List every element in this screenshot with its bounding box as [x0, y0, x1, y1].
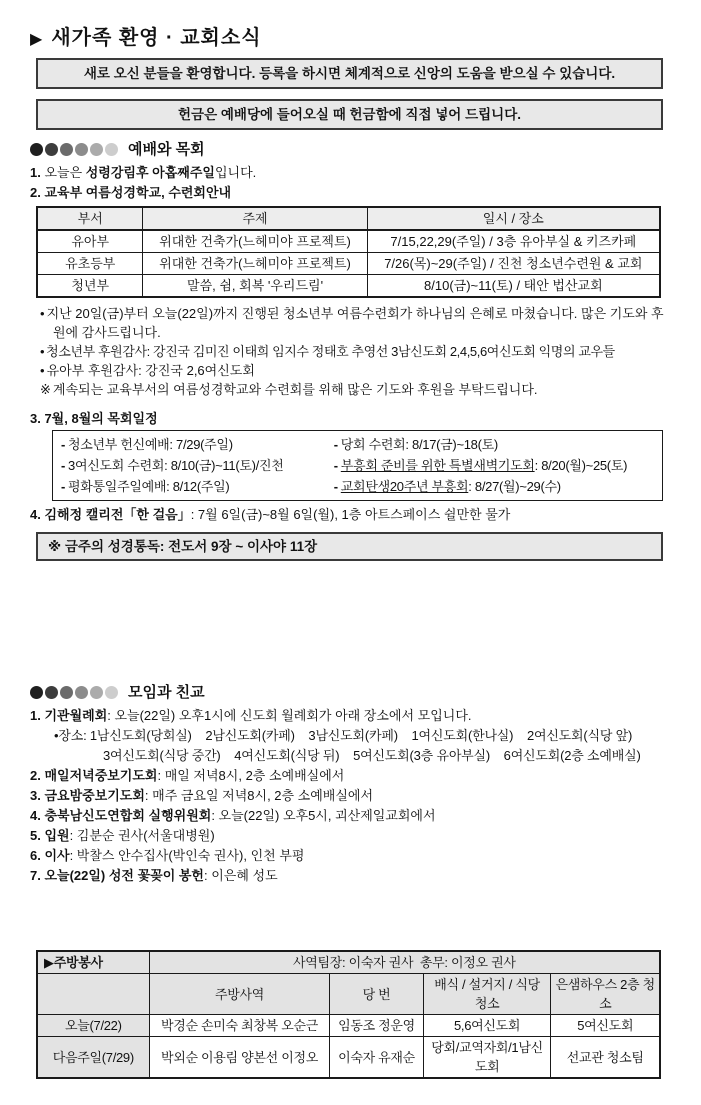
cell-day: 다음주일(7/29)	[37, 1037, 149, 1079]
dot-icon	[105, 143, 118, 156]
spacer	[30, 886, 669, 946]
schedule-date: : 8/12(주일)	[166, 479, 230, 494]
cell-dept: 유아부	[37, 230, 143, 253]
col-header: 배식 / 설거지 / 식당 청소	[423, 974, 551, 1015]
schedule-item	[334, 476, 654, 497]
progress-dots-icon	[30, 143, 120, 156]
note-text: 유아부 후원감사: 강진국 2,6여신도회	[46, 363, 255, 378]
item-number: 7.	[30, 868, 41, 883]
section-worship-title: 예배와 목회	[128, 141, 205, 158]
schedule-date: : 8/17(금)~18(토)	[405, 437, 498, 452]
item-text: : 매주 금요일 저녁8시, 2층 소예배실에서	[144, 788, 374, 803]
cell-kitchen-team: 박외순 이용림 양본선 이정오	[149, 1037, 330, 1079]
page-title-text: 새가족 환영 · 교회소식	[51, 27, 262, 49]
item-number: 3.	[30, 411, 41, 426]
schedule-item	[334, 455, 654, 476]
dot-icon	[60, 686, 73, 699]
item-number: 2.	[30, 768, 41, 783]
cell-kitchen-team: 박경순 손미숙 최창복 오순근	[149, 1015, 330, 1037]
meeting-item-1	[30, 706, 669, 725]
col-header	[37, 974, 149, 1015]
section-worship-header	[30, 140, 669, 159]
cell-theme: 말씀, 쉼, 회복 '우리드림'	[143, 275, 367, 298]
meeting-item-7	[30, 866, 669, 885]
worship-item-4	[30, 505, 669, 524]
dash-icon: -	[333, 437, 338, 452]
dash-icon: -	[61, 479, 66, 494]
progress-dots-icon	[30, 686, 120, 699]
schedule-left-column	[61, 434, 334, 497]
dot-icon	[30, 686, 43, 699]
kitchen-service-table	[36, 950, 661, 1079]
dash-icon: -	[333, 479, 338, 494]
bullet-icon: •	[40, 363, 45, 378]
item-text: 오늘은	[40, 165, 86, 180]
meeting-item-2	[30, 766, 669, 785]
reference-mark-icon: ※	[40, 382, 51, 397]
col-header: 부서	[37, 207, 143, 230]
dot-icon	[30, 143, 43, 156]
dot-icon	[60, 143, 73, 156]
cell-cleaning: 5여신도회	[551, 1015, 660, 1037]
item-text: : 7월 6일(금)~8월 6일(월), 1층 아트스페이스 쉴만한 물가	[190, 507, 511, 522]
schedule-item	[334, 434, 654, 455]
meeting-item-6	[30, 846, 669, 865]
item-number: 4.	[30, 808, 41, 823]
item-text: : 김분순 권사(서울대병원)	[69, 828, 215, 843]
ministry-schedule-box	[52, 430, 663, 501]
title-arrow-icon: ▶	[30, 31, 44, 48]
table-row	[37, 230, 660, 253]
item-text: : 오늘(22일) 오후1시에 신도회 월례회가 아래 장소에서 모입니다.	[107, 708, 472, 723]
section-meeting-header	[30, 683, 669, 702]
item-strong: 기관월례회	[40, 708, 108, 723]
cell-serving: 당회/교역자회/1남신도회	[423, 1037, 551, 1079]
bullet-icon: •	[40, 306, 45, 321]
cell-day: 오늘(7/22)	[37, 1015, 149, 1037]
item-text: : 매일 저녁8시, 2층 소예배실에서	[157, 768, 345, 783]
dot-icon	[90, 143, 103, 156]
dot-icon	[105, 686, 118, 699]
dot-icon	[90, 686, 103, 699]
kitchen-staff-line: 사역팀장: 이숙자 권사 총무: 이정오 권사	[149, 951, 660, 974]
cell-theme: 위대한 건축가(느헤미야 프로젝트)	[143, 230, 367, 253]
item-strong: 충북남신도연합회 실행위원회	[40, 808, 212, 823]
col-header: 주방사역	[149, 974, 330, 1015]
note-line	[40, 380, 669, 399]
cell-when-where: 7/26(목)~29(주일) / 진천 청소년수련원 & 교회	[367, 253, 660, 275]
dash-icon: -	[333, 458, 338, 473]
item-number: 2.	[30, 185, 41, 200]
schedule-label: 당회 수련회	[340, 437, 406, 452]
schedule-right-column	[334, 434, 654, 497]
kitchen-title-row	[37, 951, 660, 974]
item-strong: 오늘(22일) 성전 꽃꽂이 봉헌	[40, 868, 204, 883]
schedule-date: : 8/10(금)~11(토)/진천	[164, 458, 284, 473]
schedule-label: 부흥회 준비를 위한 특별새벽기도회	[340, 458, 535, 473]
item-strong: 김해정 캘리전「한 걸음」	[40, 507, 191, 522]
welcome-banner: 새로 오신 분들을 환영합니다. 등록을 하시면 체계적으로 신앙의 도움을 받으실 수 있습니다.	[36, 58, 663, 89]
cell-when-where: 8/10(금)~11(토) / 태안 법산교회	[367, 275, 660, 298]
col-header: 은샘하우스 2층 청소	[551, 974, 660, 1015]
section-meeting-title: 모임과 친교	[128, 684, 205, 701]
meeting-item-4	[30, 806, 669, 825]
table-header-row	[37, 207, 660, 230]
item-strong: 금요밤중보기도회	[40, 788, 145, 803]
schedule-item	[61, 434, 334, 455]
item-strong: 매일저녁중보기도회	[40, 768, 158, 783]
note-line	[40, 342, 669, 361]
item-strong: 입원	[40, 828, 70, 843]
worship-item-3	[30, 409, 669, 428]
cell-dept: 청년부	[37, 275, 143, 298]
cell-cleaning: 선교관 청소팀	[551, 1037, 660, 1079]
kitchen-header-row	[37, 974, 660, 1015]
schedule-label: 교회탄생20주년 부흥회	[340, 479, 469, 494]
worship-item-1	[30, 163, 669, 182]
item-number: 1.	[30, 165, 41, 180]
dot-icon	[45, 686, 58, 699]
col-header: 일시 / 장소	[367, 207, 660, 230]
spacer	[30, 561, 669, 673]
item-number: 5.	[30, 828, 41, 843]
cell-theme: 위대한 건축가(느헤미야 프로젝트)	[143, 253, 367, 275]
cell-duty: 임동조 정운영	[330, 1015, 423, 1037]
schedule-date: : 8/20(월)~25(토)	[534, 458, 628, 473]
note-text: 지난 20일(금)부터 오늘(22일)까지 진행된 청소년부 여름수련회가 하나님의 은혜로 마쳤습니다. 많은 기도와 후원에 감사드립니다.	[46, 306, 664, 340]
dot-icon	[75, 143, 88, 156]
schedule-date: : 8/27(월)~29(수)	[468, 479, 561, 494]
kitchen-row-today	[37, 1015, 660, 1037]
item-strong: 이사	[40, 848, 70, 863]
schedule-item	[61, 476, 334, 497]
table-row	[37, 275, 660, 298]
schedule-item	[61, 455, 334, 476]
col-header: 당 번	[330, 974, 423, 1015]
meeting-place-line-2: 3여신도회(식당 중간) 4여신도회(식당 뒤) 5여신도회(3층 유아부실) 6여신도회(2층 소예배실)	[103, 748, 641, 763]
schedule-label: 청소년부 헌신예배	[68, 437, 170, 452]
note-text: 청소년부 후원감사: 강진국 김미진 이태희 임지수 정태호 추영선 3남신도회 2,4,5,6여신도회 익명의 교우들	[46, 344, 615, 359]
dash-icon: -	[61, 437, 66, 452]
item-strong: 성령강림후 아홉째주일	[85, 165, 215, 180]
meeting-place-line-1: •장소: 1남신도회(당회실) 2남신도회(카페) 3남신도회(카페) 1여신도회(한나실) 2여신도회(식당 앞)	[54, 728, 633, 743]
table-row	[37, 253, 660, 275]
cell-duty: 이숙자 유재순	[330, 1037, 423, 1079]
note-line	[40, 304, 669, 342]
kitchen-row-next-week	[37, 1037, 660, 1079]
dash-icon: -	[61, 458, 66, 473]
education-schedule-table	[36, 206, 661, 298]
item-strong: 교육부 여름성경학교, 수련회안내	[40, 185, 232, 200]
worship-item-2	[30, 183, 669, 202]
kitchen-title: ▶주방봉사	[37, 951, 149, 974]
cell-serving: 5,6여신도회	[423, 1015, 551, 1037]
dot-icon	[45, 143, 58, 156]
bible-reading-box: ※ 금주의 성경통독: 전도서 9장 ~ 이사야 11장	[36, 532, 663, 561]
item-text: : 오늘(22일) 오후5시, 괴산제일교회에서	[211, 808, 436, 823]
col-header: 주제	[143, 207, 367, 230]
note-line	[40, 361, 669, 380]
item-text: : 박찰스 안수집사(박인숙 권사), 인천 부평	[69, 848, 305, 863]
bullet-icon: •	[40, 344, 45, 359]
worship-notes	[40, 304, 669, 399]
offering-banner: 헌금은 예배당에 들어오실 때 헌금함에 직접 넣어 드립니다.	[36, 99, 663, 130]
item-number: 6.	[30, 848, 41, 863]
cell-dept: 유초등부	[37, 253, 143, 275]
cell-when-where: 7/15,22,29(주일) / 3층 유아부실 & 키즈카페	[367, 230, 660, 253]
meeting-item-3	[30, 786, 669, 805]
item-number: 1.	[30, 708, 41, 723]
item-number: 3.	[30, 788, 41, 803]
note-text: 계속되는 교육부서의 여름성경학교와 수련회를 위해 많은 기도와 후원을 부탁드립니다.	[52, 382, 538, 397]
item-text: 입니다.	[214, 165, 257, 180]
item-text: : 이은혜 성도	[204, 868, 278, 883]
meeting-item-5	[30, 826, 669, 845]
item-strong: 7월, 8월의 목회일정	[40, 411, 158, 426]
page-title	[30, 26, 669, 52]
schedule-label: 평화통일주일예배	[68, 479, 167, 494]
schedule-label: 3여신도회 수련회	[68, 458, 165, 473]
item-number: 4.	[30, 507, 41, 522]
dot-icon	[75, 686, 88, 699]
schedule-date: : 7/29(주일)	[169, 437, 233, 452]
